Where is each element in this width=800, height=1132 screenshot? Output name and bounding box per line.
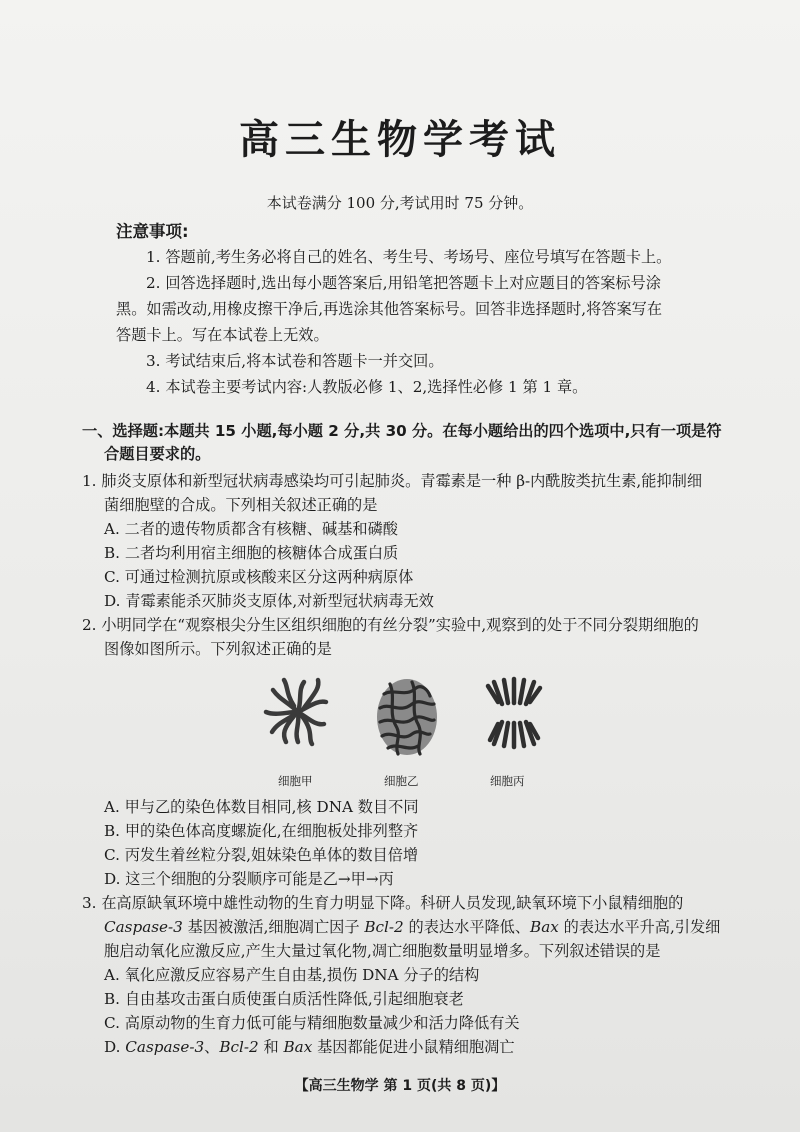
- question-3-option-a: A. 氧化应激反应容易产生自由基,损伤 DNA 分子的结构: [104, 966, 480, 984]
- notice-line: 4. 本试卷主要考试内容:人教版必修 1、2,选择性必修 1 第 1 章。: [146, 378, 588, 396]
- question-2-stem-cont: 图像如图所示。下列叙述正确的是: [104, 640, 332, 658]
- question-2-stem: 2. 小明同学在“观察根尖分生区组织细胞的有丝分裂”实验中,观察到的处于不同分裂期细胞的: [82, 616, 699, 634]
- exam-info: 本试卷满分 100 分,考试用时 75 分钟。: [266, 194, 534, 212]
- question-1-option-b: B. 二者均利用宿主细胞的核糖体合成蛋白质: [104, 544, 399, 562]
- question-2-option-b: B. 甲的染色体高度螺旋化,在细胞板处排列整齐: [104, 822, 419, 840]
- gene-name: Bax: [283, 1038, 313, 1056]
- figure-label-yi: 细胞乙: [384, 774, 419, 788]
- gene-name: Bax: [530, 918, 559, 936]
- question-3-option-d: D. Caspase-3、Bcl-2 和 Bax 基因都能促进小鼠精细胞凋亡: [104, 1038, 515, 1056]
- gene-name: Bcl-2: [219, 1038, 259, 1056]
- cell-jia-image: [258, 672, 338, 752]
- notice-line: 黑。如需改动,用橡皮擦干净后,再选涂其他答案标号。回答非选择题时,将答案写在: [116, 300, 663, 318]
- section-heading: 一、选择题:本题共 15 小题,每小题 2 分,共 30 分。在每小题给出的四个选项中,只有一项是符: [82, 422, 722, 440]
- question-1-stem-cont: 菌细胞壁的合成。下列相关叙述正确的是: [104, 496, 378, 514]
- question-3-stem: 3. 在高原缺氧环境中雄性动物的生育力明显下降。科研人员发现,缺氧环境下小鼠精细胞的: [82, 894, 684, 912]
- figure-label-jia: 细胞甲: [278, 774, 313, 788]
- question-3-option-c: C. 高原动物的生育力低可能与精细胞数量减少和活力降低有关: [104, 1014, 520, 1032]
- page-title: 高三生物学考试: [239, 117, 561, 163]
- question-2-option-c: C. 丙发生着丝粒分裂,姐妹染色单体的数目倍增: [104, 846, 419, 864]
- notice-heading: 注意事项:: [116, 222, 189, 241]
- question-3-stem-cont: Caspase-3 基因被激活,细胞凋亡因子 Bcl-2 的表达水平降低、Bax 的表达水平升高,引发细: [104, 918, 721, 936]
- notice-line: 2. 回答选择题时,选出每小题答案后,用铅笔把答题卡上对应题目的答案标号涂: [146, 274, 661, 292]
- question-1-stem: 1. 肺炎支原体和新型冠状病毒感染均可引起肺炎。青霉素是一种 β-内酰胺类抗生素,能抑制细: [82, 472, 703, 490]
- question-3-option-b: B. 自由基攻击蛋白质使蛋白质活性降低,引起细胞衰老: [104, 990, 464, 1008]
- page-footer: 【高三生物学 第 1 页(共 8 页)】: [294, 1078, 506, 1094]
- notice-line: 3. 考试结束后,将本试卷和答题卡一并交回。: [146, 352, 444, 370]
- question-2-option-d: D. 这三个细胞的分裂顺序可能是乙→甲→丙: [104, 870, 394, 888]
- gene-name: Bcl-2: [364, 918, 404, 936]
- gene-name: Caspase-3: [104, 918, 183, 936]
- cell-bing-image: [484, 676, 544, 750]
- question-2-option-a: A. 甲与乙的染色体数目相同,核 DNA 数目不同: [104, 798, 419, 816]
- gene-name: Caspase-3: [125, 1038, 205, 1056]
- question-1-option-c: C. 可通过检测抗原或核酸来区分这两种病原体: [104, 568, 414, 586]
- question-3-stem-cont2: 胞启动氧化应激反应,产生大量过氧化物,凋亡细胞数量明显增多。下列叙述错误的是: [104, 942, 661, 960]
- section-heading-cont: 合题目要求的。: [104, 445, 211, 463]
- notice-line: 1. 答题前,考生务必将自己的姓名、考生号、考场号、座位号填写在答题卡上。: [146, 248, 672, 266]
- notice-line: 答题卡上。写在本试卷上无效。: [116, 326, 329, 344]
- figure-label-bing: 细胞丙: [490, 774, 525, 788]
- question-1-option-d: D. 青霉素能杀灭肺炎支原体,对新型冠状病毒无效: [104, 592, 434, 610]
- cell-yi-image: [372, 674, 442, 760]
- question-1-option-a: A. 二者的遗传物质都含有核糖、碱基和磷酸: [104, 520, 398, 538]
